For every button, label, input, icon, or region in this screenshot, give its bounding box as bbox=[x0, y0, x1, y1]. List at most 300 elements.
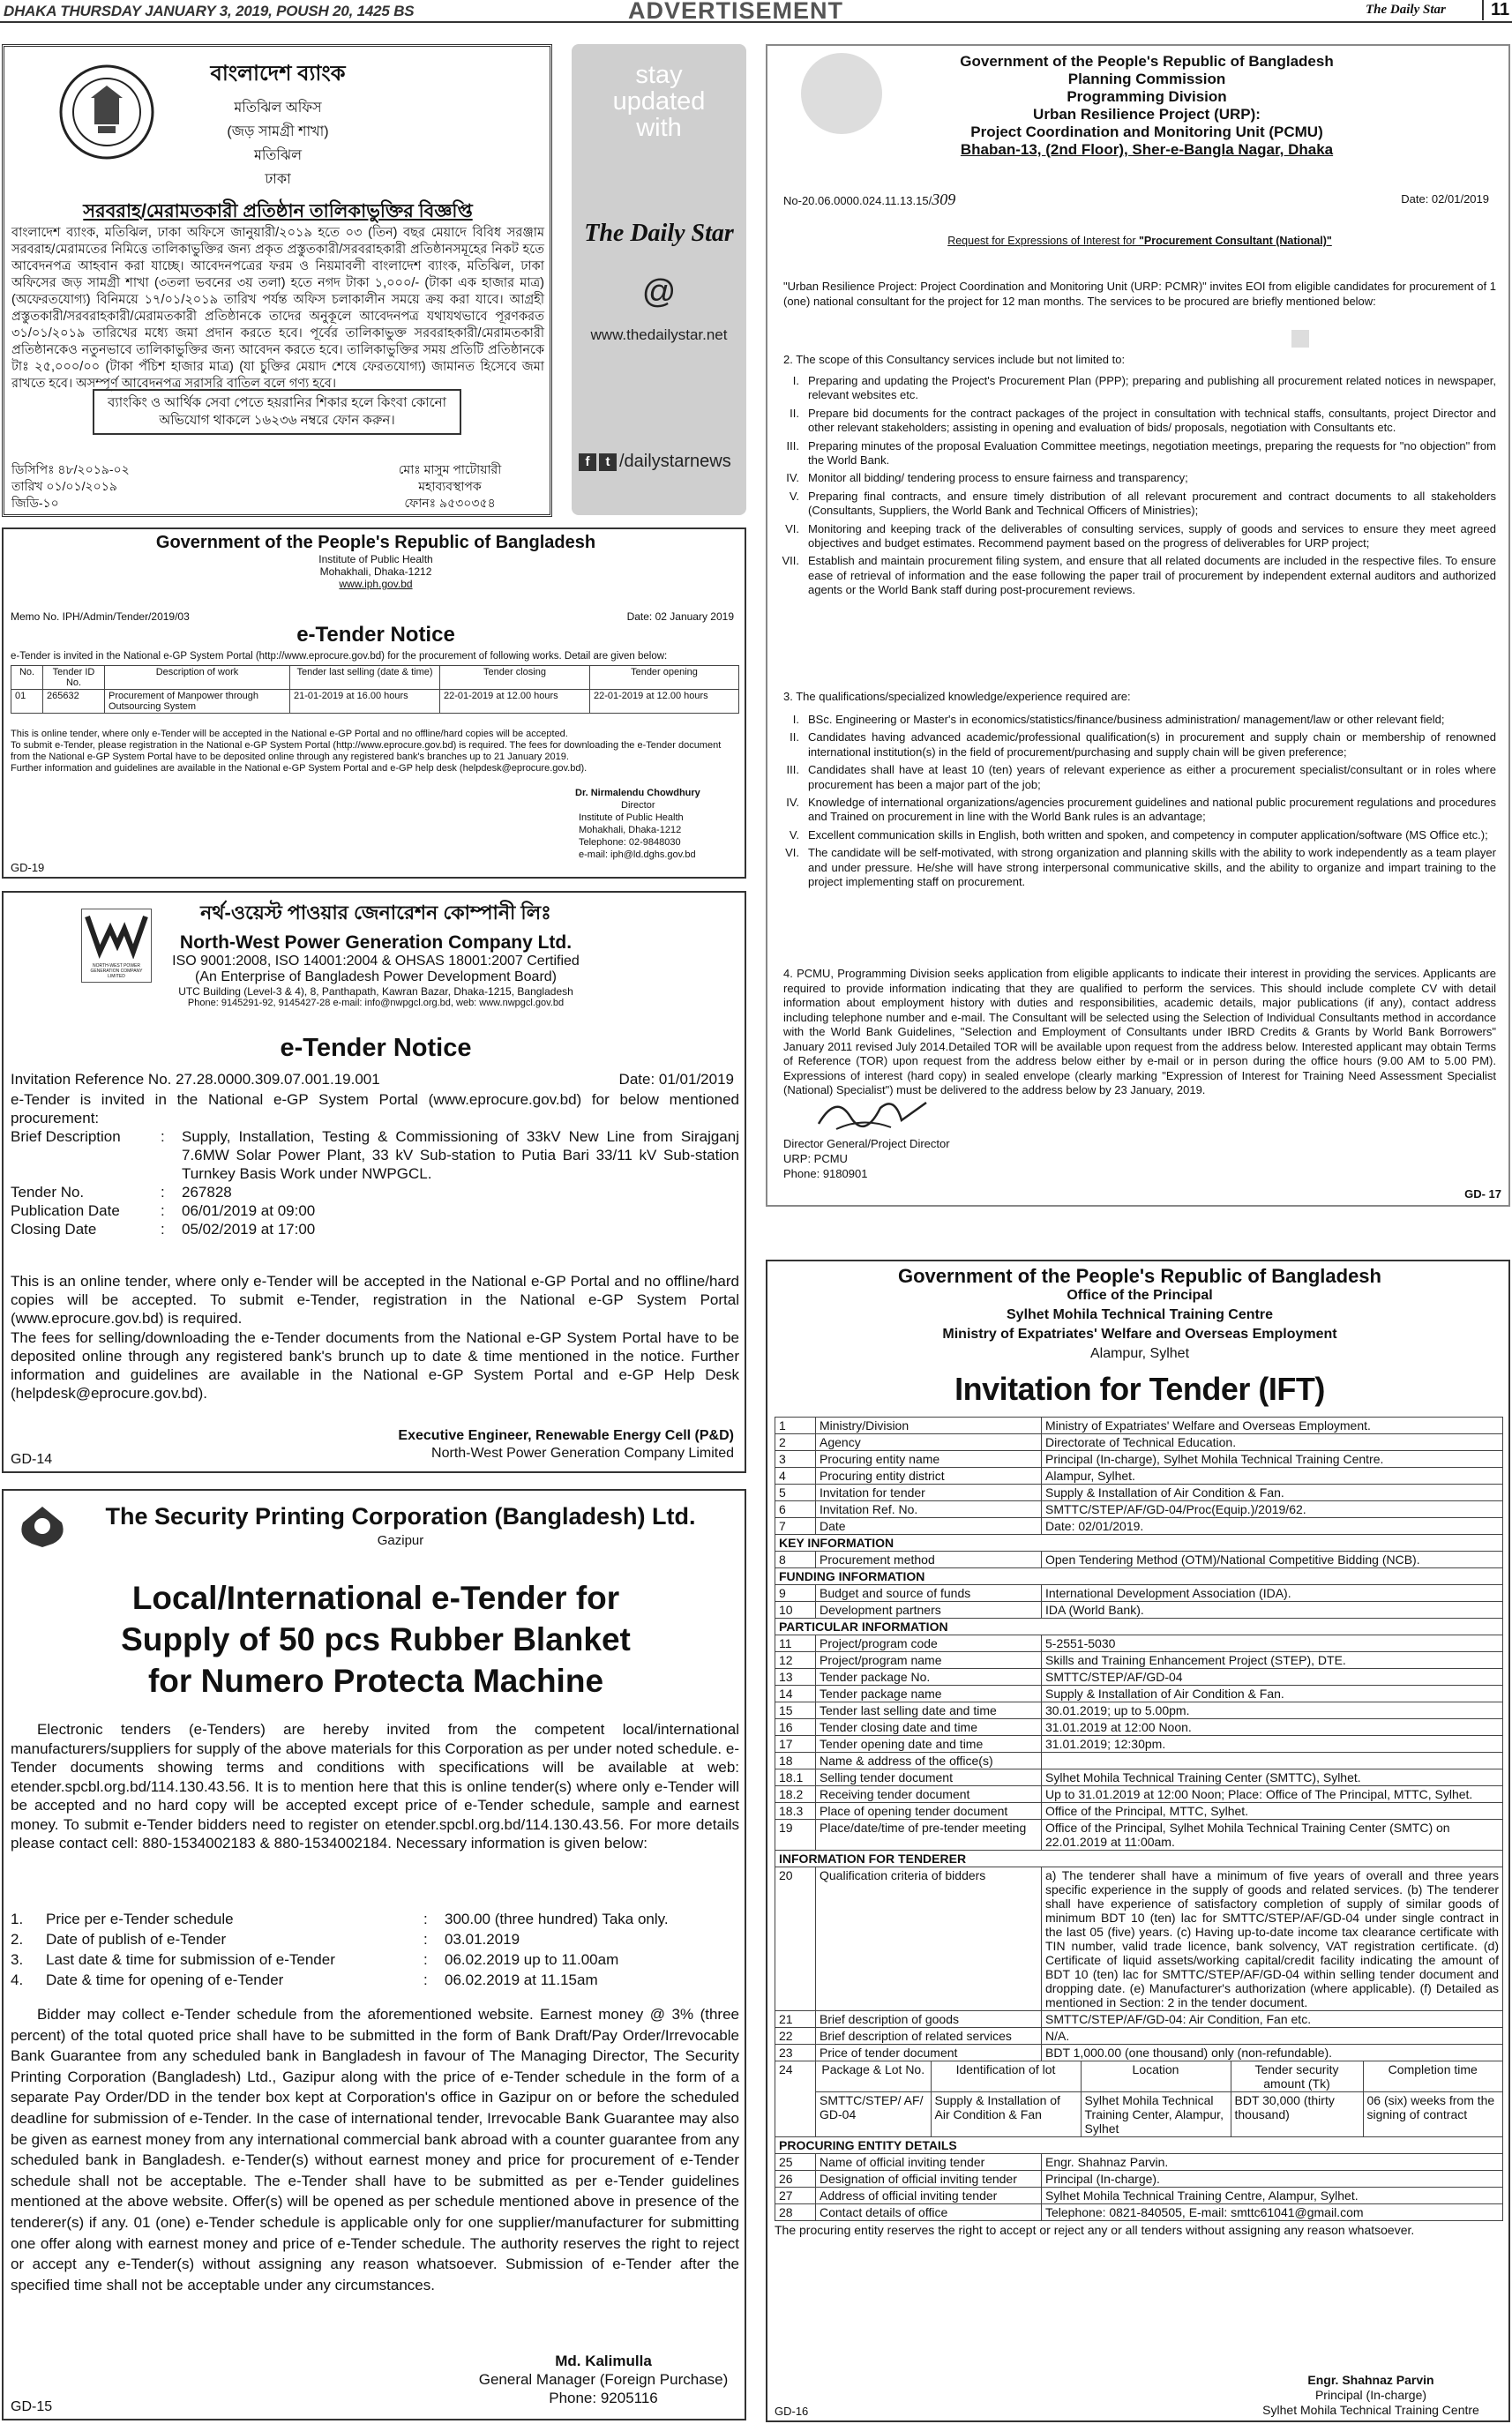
smttc-office: Office of the Principal bbox=[1067, 1288, 1213, 1303]
smttc-row-no: 24 bbox=[775, 2061, 816, 2137]
smttc-row-label: Development partners bbox=[816, 1602, 1042, 1619]
urp-scope-heading: 2. The scope of this Consultancy services include but not limited to: bbox=[783, 353, 1126, 366]
smttc-row-no: 22 bbox=[775, 2028, 816, 2045]
iph-col-id: Tender ID No. bbox=[43, 666, 105, 690]
nwpgc-date: Date: 01/01/2019 bbox=[618, 1071, 734, 1088]
nwpgc-heading: e-Tender Notice bbox=[280, 1034, 472, 1062]
bangladesh-bank-area: মতিঝিল bbox=[253, 148, 303, 163]
smttc-lot-cell: BDT 30,000 (thirty thousand) bbox=[1231, 2092, 1363, 2137]
smttc-row-label: Place of opening tender document bbox=[816, 1803, 1042, 1820]
smttc-row-value: Directorate of Technical Education. bbox=[1042, 1434, 1503, 1451]
list-item bbox=[767, 730, 1496, 759]
table-row bbox=[775, 1451, 1503, 1468]
table-row bbox=[775, 1867, 1503, 2011]
smttc-location: Alampur, Sylhet bbox=[1089, 1346, 1190, 1361]
facebook-icon[interactable]: f bbox=[579, 453, 596, 471]
smttc-row-no: 10 bbox=[775, 1602, 816, 1619]
iph-cell: 01 bbox=[11, 690, 43, 714]
nwpgc-address: UTC Building (Level-3 & 4), 8, Panthapath, Kawran Bazar, Dhaka-1215, Bangladesh bbox=[178, 985, 573, 998]
smttc-heading: Invitation for Tender (IFT) bbox=[954, 1371, 1325, 1407]
smttc-row-no: 18.2 bbox=[775, 1786, 816, 1803]
urp-govt-title: Government of the People's Republic of Bangladesh bbox=[960, 53, 1334, 70]
bangladesh-bank-ref-date: তারিখ ০১/০১/২০১৯ bbox=[11, 479, 117, 493]
smttc-row-value: a) The tenderer shall have a minimum of five years of overall and three years specific experience in the supply of goods and related services. (b) The tenderer shall have experience of satisfactory completion of supply of similar goods of minimum BDT 10 (ten) lac for SMTTC/STEP/AF/GD-04 under single contract in the last 05 (five) years. (c) Having up-to-date income tax clearance certificate with TIN number, valid trade licence, bank solvency, VAT registration certificate. (d) Certificate of liquid assets/working capital/credit facility indicating the amount of BDT 10 (ten) lac for SMTTC/STEP/AF/GD-04 within selling tender document and dropping date. (e) Manufacturer's authorization (where applicable). (f) Detailed as mentioned in Section: 2 in the tender document. bbox=[1042, 1867, 1503, 2011]
urp-qual-no: II. bbox=[790, 730, 799, 744]
urp-gd-tag: GD- 17 bbox=[1464, 1187, 1501, 1201]
smttc-row-label: Tender package No. bbox=[816, 1669, 1042, 1686]
smttc-row-value: SMTTC/STEP/AF/GD-04: Air Condition, Fan etc. bbox=[1042, 2011, 1503, 2028]
smttc-row-label: Ministry/Division bbox=[816, 1418, 1042, 1434]
urp-project: Urban Resilience Project (URP): bbox=[1033, 106, 1261, 123]
smttc-row-value: International Development Association (IDA). bbox=[1042, 1585, 1503, 1602]
urp-qual-no: VI. bbox=[785, 846, 799, 860]
table-row bbox=[775, 1736, 1503, 1753]
urp-division: Programming Division bbox=[1067, 88, 1227, 105]
spcbl-location: Gazipur bbox=[377, 1533, 424, 1548]
list-item bbox=[767, 490, 1496, 519]
smttc-row-label: Project/program code bbox=[816, 1635, 1042, 1652]
spcbl-item-value: 300.00 (three hundred) Taka only. bbox=[445, 1911, 669, 1927]
iph-sign-designation: Director bbox=[621, 800, 655, 811]
smttc-ift-ad bbox=[766, 1260, 1510, 2422]
smttc-row-label: Brief description of goods bbox=[816, 2011, 1042, 2028]
table-row bbox=[775, 1485, 1503, 1501]
table-row bbox=[775, 2171, 1503, 2188]
smttc-lot-header: Tender security amount (Tk) bbox=[1231, 2061, 1363, 2092]
nwpgc-publication-label: Publication Date bbox=[11, 1202, 120, 1219]
smttc-row-label: Procurement method bbox=[816, 1552, 1042, 1568]
urp-scope-text: Prepare bid documents for the contract packages of the project in consultation with technical staffs, consultants, project Director and other relevant stakeholders; assisting in opening and evaluation of bids/ proposals, negotiation with Consultants etc. bbox=[808, 406, 1496, 435]
spcbl-item-value: 06.02.2019 at 11.15am bbox=[445, 1971, 598, 1988]
bangladesh-bank-ref-no: ডিসিপিঃ ৪৮/২০১৯-০২ bbox=[11, 462, 130, 476]
smttc-row-no: 1 bbox=[775, 1418, 816, 1434]
iph-col-no: No. bbox=[11, 666, 43, 690]
spcbl-sign-designation: General Manager (Foreign Purchase) bbox=[478, 2371, 729, 2388]
smttc-section-procuring: PROCURING ENTITY DETAILS bbox=[775, 2137, 1503, 2154]
smttc-row-value: Up to 31.01.2019 at 12:00 Noon; Place: Office of The Principal, MTTC, Sylhet. bbox=[1042, 1786, 1503, 1803]
iph-cell: Procurement of Manpower through Outsourcing System bbox=[105, 690, 290, 714]
table-row bbox=[775, 1518, 1503, 1535]
urp-redaction bbox=[1291, 330, 1309, 348]
smttc-section-particular: PARTICULAR INFORMATION bbox=[775, 1619, 1503, 1635]
bangladesh-bank-gd: জিডি-১০ bbox=[11, 496, 59, 510]
table-row bbox=[775, 1786, 1503, 1803]
iph-signatory: Dr. Nirmalendu Chowdhury bbox=[575, 788, 700, 798]
list-item: 4. Date & time for opening of e-Tender : 06.02.2019 at 11.15am bbox=[11, 1971, 598, 1988]
smttc-row-no: 11 bbox=[775, 1635, 816, 1652]
spcbl-item-label: Date & time for opening of e-Tender bbox=[46, 1971, 284, 1988]
spcbl-heading-1: Local/International e-Tender for bbox=[131, 1580, 620, 1616]
urp-request-prefix: Request for Expressions of Interest for bbox=[947, 235, 1139, 247]
smttc-ministry: Ministry of Expatriates' Welfare and Overseas Employment bbox=[942, 1327, 1337, 1342]
smttc-row-no: 14 bbox=[775, 1686, 816, 1702]
smttc-row-label: Procuring entity name bbox=[816, 1451, 1042, 1468]
smttc-row-no: 8 bbox=[775, 1552, 816, 1568]
smttc-row-value: N/A. bbox=[1042, 2028, 1503, 2045]
nwpgc-contacts: Phone: 9145291-92, 9145427-28 e-mail: info@nwpgcl.org.bd, web: www.nwpgcl.gov.bd bbox=[187, 998, 565, 1008]
urp-scope-text: Preparing final contracts, and ensure timely distribution of all relevant procurement and contract documents to all stakeholders (Consultants, Suppliers, the World Bank and Technical Officers of Ministries); bbox=[808, 489, 1496, 518]
smttc-row-label: Address of official inviting tender bbox=[816, 2188, 1042, 2204]
table-row bbox=[775, 1434, 1503, 1451]
iph-sign-institute: Institute of Public Health bbox=[579, 812, 684, 823]
urp-qual-text: Excellent communication skills in English, both written and spoken, and competency in computer application/software (MS Office etc.); bbox=[808, 827, 1488, 842]
smttc-gd-tag: GD-16 bbox=[775, 2405, 809, 2418]
promo-line-with: with bbox=[636, 114, 682, 142]
daily-star-promo bbox=[572, 44, 746, 515]
smttc-row-no: 25 bbox=[775, 2154, 816, 2171]
urp-memo-handwritten: 309 bbox=[932, 191, 956, 208]
nwpgc-closing-value: 05/02/2019 at 17:00 bbox=[182, 1221, 316, 1238]
nwpgc-brief-label: Brief Description bbox=[11, 1128, 121, 1145]
masthead bbox=[0, 0, 1512, 23]
spcbl-item-no: 2. bbox=[11, 1931, 24, 1948]
iph-address: Mohakhali, Dhaka-1212 bbox=[319, 565, 432, 578]
bangladesh-bank-designation: মহাব্যবস্থাপক bbox=[418, 479, 482, 493]
iph-sign-address: Mohakhali, Dhaka-1212 bbox=[579, 825, 682, 835]
spcbl-sign-phone: Phone: 9205116 bbox=[549, 2390, 658, 2406]
smttc-row-no: 23 bbox=[775, 2045, 816, 2061]
table-row bbox=[775, 2154, 1503, 2171]
urp-sign-phone: Phone: 9180901 bbox=[783, 1167, 868, 1180]
smttc-row-label: Price of tender document bbox=[816, 2045, 1042, 2061]
smttc-row-value: Skills and Training Enhancement Project (STEP), DTE. bbox=[1042, 1652, 1503, 1669]
smttc-row-value: Office of the Principal, MTTC, Sylhet. bbox=[1042, 1803, 1503, 1820]
smttc-signatory: Engr. Shahnaz Parvin bbox=[1307, 2373, 1434, 2387]
smttc-row-no: 18.3 bbox=[775, 1803, 816, 1820]
smttc-row-no: 7 bbox=[775, 1518, 816, 1535]
urp-scope-text: Establish and maintain procurement filing system, and ensure that all related documents are included in the respective files. To ensure ease of retrieval of information and the ease following the paper trail of procurement by independent external auditors and authorized agents or the World Bank staff during post-procurement reviews. bbox=[808, 554, 1496, 597]
bangladesh-bank-city: ঢাকা bbox=[265, 172, 291, 187]
smttc-row-no: 15 bbox=[775, 1702, 816, 1719]
smttc-row-label: Contact details of office bbox=[816, 2204, 1042, 2221]
nwpgc-closing-label: Closing Date bbox=[11, 1221, 97, 1238]
smttc-table bbox=[775, 1417, 1503, 2237]
spcbl-item-no: 1. bbox=[11, 1911, 24, 1927]
iph-heading: e-Tender Notice bbox=[296, 623, 455, 647]
nwpgc-enterprise: (An Enterprise of Bangladesh Power Development Board) bbox=[195, 969, 557, 984]
smttc-row-value: BDT 1,000.00 (one thousand) only (non-refundable). bbox=[1042, 2045, 1503, 2061]
smttc-row-no: 13 bbox=[775, 1669, 816, 1686]
smttc-row-label: Invitation Ref. No. bbox=[816, 1501, 1042, 1518]
table-row bbox=[775, 1719, 1503, 1736]
smttc-lot-cell: Sylhet Mohila Technical Training Center, Alampur, Sylhet bbox=[1081, 2092, 1231, 2137]
urp-scope-list bbox=[767, 374, 1496, 602]
masthead-page-number: 11 bbox=[1482, 0, 1509, 20]
smttc-row-value: Ministry of Expatriates' Welfare and Overseas Employment. bbox=[1042, 1418, 1503, 1434]
list-item: 2. Date of publish of e-Tender : 03.01.2019 bbox=[11, 1931, 520, 1948]
bangladesh-bank-branch: (জড় সামগ্রী শাখা) bbox=[227, 124, 329, 139]
table-row bbox=[775, 1769, 1503, 1786]
urp-qual-text: The candidate will be self-motivated, with strong organization and planning skills with the ability to work independently as a team player and under pressure. He/she will have strong interpersonal communicative skills, and the ability to organize and impart training to the project implementing staff on procurement. bbox=[808, 846, 1496, 889]
urp-qual-no: IV. bbox=[786, 796, 799, 810]
iph-col-closing: Tender closing bbox=[440, 666, 590, 690]
smttc-row-value: Supply & Installation of Air Condition & Fan. bbox=[1042, 1686, 1503, 1702]
table-row bbox=[775, 1635, 1503, 1652]
spcbl-item-value: 03.01.2019 bbox=[445, 1931, 520, 1948]
urp-qual-heading: 3. The qualifications/specialized knowledge/experience required are: bbox=[783, 690, 1131, 703]
table-row bbox=[775, 1652, 1503, 1669]
smttc-row-no: 3 bbox=[775, 1451, 816, 1468]
iph-cell: 22-01-2019 at 12.00 hours bbox=[590, 690, 739, 714]
bangladesh-bank-phone: ফোনঃ ৯৫৩০৩৫৪ bbox=[404, 496, 496, 510]
smttc-row-value: Alampur, Sylhet. bbox=[1042, 1468, 1503, 1485]
iph-website[interactable]: www.iph.gov.bd bbox=[339, 578, 413, 590]
smttc-sign-designation: Principal (In-charge) bbox=[1314, 2388, 1427, 2402]
smttc-row-value bbox=[1042, 1753, 1503, 1769]
spcbl-item-no: 4. bbox=[11, 1971, 24, 1988]
smttc-row-value: Date: 02/01/2019. bbox=[1042, 1518, 1503, 1535]
smttc-row-value: IDA (World Bank). bbox=[1042, 1602, 1503, 1619]
table-row bbox=[775, 2028, 1503, 2045]
smttc-row-value: Supply & Installation of Air Condition & Fan. bbox=[1042, 1485, 1503, 1501]
spcbl-schedule-list bbox=[11, 1909, 739, 1990]
nwpgc-para-1: This is an online tender, where only e-Tender will be accepted in the National e-GP Portal and no offline/hard copies will be accepted. To submit e-Tender, registration in the National e-GP System Portal (www.eprocure.gov.bd) is required. bbox=[11, 1273, 739, 1327]
list-item bbox=[767, 471, 1496, 485]
nwpgc-logo-text: NORTH-WEST POWER GENERATION COMPANY LIMITED bbox=[90, 963, 143, 979]
masthead-dateline: DHAKA THURSDAY JANUARY 3, 2019, POUSH 20, 1425 BS bbox=[4, 3, 415, 19]
smttc-lot-header: Completion time bbox=[1363, 2061, 1502, 2092]
urp-sign-designation: Director General/Project Director bbox=[783, 1137, 950, 1150]
smttc-govt-title: Government of the People's Republic of Bangladesh bbox=[898, 1265, 1381, 1287]
spcbl-heading-3: for Numero Protecta Machine bbox=[147, 1663, 604, 1699]
smttc-row-label: Tender closing date and time bbox=[816, 1719, 1042, 1736]
smttc-row-no: 12 bbox=[775, 1652, 816, 1669]
iph-para-1: This is online tender, where only e-Tender will be accepted in the National e-GP Portal and no offline/hard copies will be accepted. bbox=[11, 729, 568, 739]
bangladesh-bank-body: বাংলাদেশ ব্যাংক, মতিঝিল, ঢাকা অফিসে জানুয়ারী/২০১৯ হতে ০৩ (তিন) বছর মেয়াদে বিবিধ সরঞ্জাম সরবরাহ/মেরামতের নিমিত্তে তালিকাভুক্তির জন্য প্রকৃত প্রস্তুতকারী/সরবরাহকারী প্রতিষ্ঠানসমূহের নিকট হতে আবেদনপত্র আহবান করা যাচ্ছে। আবেদনপত্রের ফরম ও নিয়মাবলী বাংলাদেশ ব্যাংক, মতিঝিল, ঢাকা অফিসের জড় সামগ্রী শাখা (৩তলা ভবনের ৩য় তলা) হতে নগদ টাকা ১,০০০/- (টাকা এক হাজার মাত্র) (অফেরতযোগ্য) বিনিময়ে ১৭/০১/২০১৯ তারিখ পর্যন্ত অফিস চলাকালীন সময়ে ক্রয় করা যাবে। আগ্রহী প্রস্তুতকারী/সরবরাহকারী/মেরামতকারী প্রতিষ্ঠানকে তাদের অনুকূলে আবেদনপত্র যথাযথভাবে পূরণকরত ৩১/০১/২০১৯ তারিখের মধ্যে জমা প্রদান করতে হবে। পূর্বের তালিকাভুক্ত সরবরাহকারী/মেরামতকারী প্রতিষ্ঠানকেও নতুনভাবে তালিকাভুক্তির জন্য আবেদন করতে হবে। তালিকাভুক্তির সময় প্রতিটি প্রতিষ্ঠানকে টাঃ ২৫,০০০/০০ (টাকা পঁচিশ হাজার মাত্র) (যা চুক্তির মেয়াদ শেষে ফেরতযোগ্য) জামানত হিসেবে জমা রাখতে হবে। অসম্পূর্ণ আবেদনপত্র সরাসরি বাতিল বলে গণ্য হবে। bbox=[11, 226, 544, 391]
iph-cell: 265632 bbox=[43, 690, 105, 714]
smttc-row-value: Sylhet Mohila Technical Training Center (SMTTC), Sylhet. bbox=[1042, 1769, 1503, 1786]
smttc-row-no: 2 bbox=[775, 1434, 816, 1451]
smttc-row-value: Principal (In-charge). bbox=[1042, 2171, 1503, 2188]
smttc-lot-header: Identification of lot bbox=[931, 2061, 1081, 2092]
table-row bbox=[775, 1753, 1503, 1769]
smttc-row-label: Name & address of the office(s) bbox=[816, 1753, 1042, 1769]
list-item bbox=[767, 554, 1496, 597]
smttc-row-value: Office of the Principal, Sylhet Mohila Technical Training Center (SMTC) on 22.01.2019 at 11:00am. bbox=[1042, 1820, 1503, 1851]
spcbl-item-label: Last date & time for submission of e-Tender bbox=[46, 1951, 335, 1968]
smttc-row-label: Agency bbox=[816, 1434, 1042, 1451]
urp-scope-no: IV. bbox=[786, 471, 799, 485]
nwpgc-tender-no-value: 267828 bbox=[182, 1184, 232, 1201]
smttc-row-no: 9 bbox=[775, 1585, 816, 1602]
smttc-row-no: 4 bbox=[775, 1468, 816, 1485]
iph-institute: Institute of Public Health bbox=[318, 553, 433, 565]
urp-qual-no: III. bbox=[786, 763, 799, 777]
table-row bbox=[775, 2045, 1503, 2061]
smttc-row-no: 26 bbox=[775, 2171, 816, 2188]
smttc-row-value: 5-2551-5030 bbox=[1042, 1635, 1503, 1652]
table-row bbox=[11, 690, 739, 714]
smttc-row-label: Invitation for tender bbox=[816, 1485, 1042, 1501]
urp-qual-text: Candidates having advanced academic/professional qualification(s) in procurement and supply chain or membership of renowned international institution(s) in the field of procurement/purchasing and supply chain will be given preference; bbox=[808, 730, 1496, 759]
iph-memo-no: Memo No. IPH/Admin/Tender/2019/03 bbox=[11, 610, 190, 623]
smttc-section-funding: FUNDING INFORMATION bbox=[775, 1568, 1503, 1585]
smttc-row-label: Tender opening date and time bbox=[816, 1736, 1042, 1753]
table-row bbox=[775, 1501, 1503, 1518]
smttc-row-no: 17 bbox=[775, 1736, 816, 1753]
urp-qual-no: V. bbox=[789, 827, 799, 842]
table-row bbox=[775, 1418, 1503, 1434]
urp-memo-no: No-20.06.0000.024.11.13.15/ bbox=[783, 194, 932, 207]
urp-scope-no: VI. bbox=[785, 521, 799, 535]
smttc-lot-cell: Supply & Installation of Air Condition & Fan bbox=[931, 2092, 1081, 2137]
spcbl-item-label: Price per e-Tender schedule bbox=[46, 1911, 234, 1927]
urp-request-title: "Procurement Consultant (National)" bbox=[1138, 235, 1332, 247]
smttc-row-no: 19 bbox=[775, 1820, 816, 1851]
nwpgc-gd-tag: GD-14 bbox=[11, 1452, 53, 1467]
urp-eoi-ad bbox=[766, 44, 1510, 1207]
smttc-row-value: Open Tendering Method (OTM)/National Competitive Bidding (NCB). bbox=[1042, 1552, 1503, 1568]
spcbl-item-value: 06.02.2019 up to 11.00am bbox=[445, 1951, 619, 1968]
bangladesh-bank-title: বাংলাদেশ ব্যাংক bbox=[210, 62, 346, 86]
bangladesh-bank-hotline-notice: ব্যাংকিং ও আর্থিক সেবা পেতে হয়রানির শিকার হলে কিংবা কোনো অভিযোগ থাকলে ১৬২৩৬ নম্বরে ফোন করুন। bbox=[93, 389, 461, 435]
smttc-lot-cell: 06 (six) weeks from the signing of contract bbox=[1363, 2092, 1502, 2137]
smttc-row-value: 30.01.2019; up to 5.00pm. bbox=[1042, 1702, 1503, 1719]
smttc-row-no: 5 bbox=[775, 1485, 816, 1501]
table-row bbox=[775, 2011, 1503, 2028]
urp-scope-text: Preparing and updating the Project's Procurement Plan (PPP); preparing and publishing all procurement related notices in newspaper, relevant websites etc. bbox=[808, 374, 1496, 402]
smttc-row-label: Brief description of related services bbox=[816, 2028, 1042, 2045]
urp-date: Date: 02/01/2019 bbox=[1401, 192, 1489, 206]
iph-sign-email: e-mail: iph@ld.dghs.gov.bd bbox=[579, 849, 696, 860]
urp-scope-no: III. bbox=[786, 438, 799, 453]
spcbl-item-no: 3. bbox=[11, 1951, 24, 1968]
smttc-row-value: Telephone: 0821-840505, E-mail: smttc61041@gmail.com bbox=[1042, 2204, 1503, 2221]
smttc-row-value: SMTTC/STEP/AF/GD-04 bbox=[1042, 1669, 1503, 1686]
list-item bbox=[767, 763, 1496, 792]
smttc-row-label: Designation of official inviting tender bbox=[816, 2171, 1042, 2188]
smttc-row-label: Name of official inviting tender bbox=[816, 2154, 1042, 2171]
smttc-row-label: Project/program name bbox=[816, 1652, 1042, 1669]
nwpgc-invitation-ref: Invitation Reference No. 27.28.0000.309.07.001.19.001 bbox=[11, 1071, 380, 1088]
iph-para-3: Further information and guidelines are available in the National e-GP System Portal and e-GP help desk (helpdesk@eprocure.gov.bd). bbox=[11, 763, 588, 774]
twitter-icon[interactable]: t bbox=[599, 453, 617, 471]
spcbl-para-2: Bidder may collect e-Tender schedule from the aforementioned website. Earnest money @ 3% (three percent) of the total quoted price shall have to be submitted in the form of Bank Draft/Pay Order/Irrevocable Bank Guarantee from any scheduled bank in Bangladesh in favour of The Managing Director, The Security Printing Corporation (Bangladesh) Ltd., Gazipur along with the price of e-Tender schedule in the form of a separate Pay Order/DD in the tender box kept at Corporation's office in Gazipur on or before the scheduled deadline for submission of e-Tender. In the case of international tender, Irrevocable Bank Guarantee may also be given as earnest money from any international commercial bank abroad with a counter guarantee from any scheduled bank in Bangladesh. e-Tender(s) without earnest money and price for procurement of e-Tender schedule shall not be acceptable. The e-Tender shall have to be submitted as per e-Tender guidelines mentioned at the above website. Offer(s) will be opened as per schedule mentioned above in presence of the tenderer(s) if any. 01 (one) e-Tender schedule is applicable only for one supplier/manufacturer for submitting one offer along with earnest money and price of e-Tender schedule. The authority reserves the right to reject or accept any e-Tender(s) without assigning any reason whatsoever. Submission of e-Tender after the specified time shall not be acceptable under any circumstances. bbox=[11, 2006, 739, 2293]
table-row bbox=[775, 1686, 1503, 1702]
smttc-row-value: Engr. Shahnaz Parvin. bbox=[1042, 2154, 1503, 2171]
smttc-row-no: 28 bbox=[775, 2204, 816, 2221]
iph-date: Date: 02 January 2019 bbox=[626, 610, 734, 623]
nwpgc-tender-no-label: Tender No. bbox=[11, 1184, 85, 1201]
iph-gd-tag: GD-19 bbox=[11, 861, 45, 874]
iph-col-opening: Tender opening bbox=[590, 666, 739, 690]
promo-line-stay: stay bbox=[635, 61, 683, 89]
nwpgc-sign-company: North-West Power Generation Company Limited bbox=[431, 1446, 734, 1461]
list-item bbox=[767, 713, 1496, 727]
spcbl-etender-ad bbox=[2, 1489, 746, 2420]
table-row bbox=[775, 1602, 1503, 1619]
list-item bbox=[767, 522, 1496, 551]
promo-social-handle[interactable]: /dailystarnews bbox=[619, 452, 731, 471]
urp-scope-text: Monitor all bidding/ tendering process to ensure fairness and transparency; bbox=[808, 471, 1188, 485]
nwpgc-signatory: Executive Engineer, Renewable Energy Cell (P&D) bbox=[398, 1428, 734, 1443]
nwpgc-name: North-West Power Generation Company Ltd. bbox=[179, 932, 573, 953]
smttc-section-tenderer: INFORMATION FOR TENDERER bbox=[775, 1851, 1503, 1867]
smttc-row-label: Date bbox=[816, 1518, 1042, 1535]
urp-para-4: 4. PCMU, Programming Division seeks application from eligible applicants to indicate their interest in providing the services. Applicants are required to provide information indicating that they are qualified to perform the services. This should include complete CV with detail information about employment history with duties and responsibilities, academic details, major publications (if any), contact address including telephone number and e-mail. The Consultant will be selected using the Selection of Individual Consultants method in accordance with the World Bank Guidelines, "Selection and Employment of Consultants under IBRD Credits & Grants by World Bank Borrowers" January 2011 revised July 2014.Detailed TOR will be available upon request from the address below. Interested applicant may obtain Terms of Reference (TOR) upon request from the address below either by e-mail or in person during the office hours (9.00 AM to 5.00 PM). Expressions of interest (hard copy) in sealed envelope (clearly marking "Expression of Interest for Training Need Assessment Specialist (National) Specialist") must be delivered to the address below by 23 January, 2019. bbox=[783, 967, 1496, 1096]
nwpgc-para-2: The fees for selling/downloading the e-Tender documents from the National e-GP System Portal have to be deposited online through any registered bank's brunch up to date & time mentioned in the notice. Further information and guidelines are available in the National e-GP System Portal and e-GP Help Desk (helpdesk@eprocure.gov.bd). bbox=[11, 1329, 739, 1402]
nwpgc-name-bangla: নর্থ-ওয়েস্ট পাওয়ার জেনারেশন কোম্পানী লিঃ bbox=[200, 902, 551, 924]
urp-unit: Project Coordination and Monitoring Unit (PCMU) bbox=[970, 123, 1323, 140]
iph-govt-title: Government of the People's Republic of Bangladesh bbox=[155, 533, 596, 552]
spcbl-name: The Security Printing Corporation (Bangladesh) Ltd. bbox=[105, 1503, 696, 1530]
spcbl-logo-icon bbox=[14, 1501, 71, 1551]
urp-qual-text: BSc. Engineering or Master's in economics/statistics/finance/business administration/ management/law or other relevant field; bbox=[808, 713, 1445, 726]
urp-qual-no: I. bbox=[792, 713, 799, 726]
smttc-centre: Sylhet Mohila Technical Training Centre bbox=[1007, 1307, 1273, 1322]
urp-qual-text: Candidates shall have at least 10 (ten) years of relevant experience as either a procurement specialist/consultant or in roles where procurement has been a major part of the job; bbox=[808, 763, 1496, 791]
smttc-row-value: Principal (In-charge), Sylhet Mohila Technical Training Centre. bbox=[1042, 1451, 1503, 1468]
iph-para-2: To submit e-Tender, please registration in the National e-GP System Portal (http://www.eprocure.gov.bd) is required. The fees for downloading the e-Tender document from the National e-GP System Portal have to be deposited online through any registered bank's branches up to 21 January 2019. bbox=[11, 740, 722, 762]
spcbl-item-label: Date of publish of e-Tender bbox=[46, 1931, 227, 1948]
iph-cell: 22-01-2019 at 12.00 hours bbox=[440, 690, 590, 714]
list-item bbox=[767, 796, 1496, 825]
urp-qual-text: Knowledge of international organizations/agencies procurement guidelines and national public procurement regulations and procedures and Trained on procurement in line with the World Bank rules is an advantage; bbox=[808, 796, 1496, 824]
iph-col-selling: Tender last selling (date & time) bbox=[290, 666, 440, 690]
smttc-row-label: Tender package name bbox=[816, 1686, 1042, 1702]
smttc-lot-table bbox=[816, 2061, 1502, 2136]
nwpgc-brief-value: Supply, Installation, Testing & Commissioning of 33kV New Line from Sirajganj 7.6MW Solar Power Plant, 33 kV Sub-station to Putia Bari 33/11 kV Sub-station Turnkey Basis Work under NWPGCL. bbox=[182, 1128, 739, 1182]
smttc-row-label: Procuring entity district bbox=[816, 1468, 1042, 1485]
list-item bbox=[767, 407, 1496, 436]
smttc-row-no: 18.1 bbox=[775, 1769, 816, 1786]
smttc-row-label: Place/date/time of pre-tender meeting bbox=[816, 1820, 1042, 1851]
bangladesh-bank-ad bbox=[2, 44, 552, 517]
masthead-section: ADVERTISEMENT bbox=[628, 0, 844, 24]
table-row bbox=[775, 1702, 1503, 1719]
urp-scope-text: Monitoring and keeping track of the deliverables of consulting services, supply of goods and services to ensure they meet agreed objectives and budget estimates. Recommend payment based on the progress of deliverables for URP project; bbox=[808, 521, 1496, 550]
table-row bbox=[775, 1803, 1503, 1820]
urp-scope-no: I. bbox=[792, 374, 799, 387]
smttc-row-no: 6 bbox=[775, 1501, 816, 1518]
smttc-section-key: KEY INFORMATION bbox=[775, 1535, 1503, 1552]
spcbl-gd-tag: GD-15 bbox=[11, 2399, 53, 2414]
nwpgc-etender-ad: NORTH-WEST POWER GENERATION COMPANY LIMITED নর্থ-ওয়েস্ট পাওয়ার জেনারেশন কোম্পানী লিঃ North-West Power Generation Company Ltd. ISO 9001:2008, ISO 14001:2004 & OHSAS 18001:2007 Certified (An Enterprise of Bangladesh Power Development Board) UTC Building (Level-3 & 4), 8, Panthapath, Kawran Bazar, Dhaka-1215, Bangladesh Phone: 9145291-92, 9145427-28 e-mail: info@nwpgcl.org.bd, web: www.nwpgcl.gov.bd e-Tender Notice Invitation Reference No. 27.28.0000.309.07.001.19.001 Date: 01/01/2019 e-Tender is invited in the National e-GP System Portal (www.eprocure.gov.bd) for below mentioned procurement: Brief Description : Supply, Installation, Testing & Commissioning of 33kV New Line from Sirajganj 7.6MW Solar Power Plant, 33 kV Sub-station to Putia Bari 33/11 kV Sub-station Turnkey Basis Work under NWPGCL. Tender No. : 267828 Publication Date : 06/01/2019 at 09:00 Closing Date : 05/02/2019 at 17:00 This is an online tender, where only e-Tender will be accepted in the National e-GP Portal and no offline/hard copies will be accepted. To submit e-Tender, registration in the National e-GP System Portal (www.eprocure.gov.bd) is required. The fees for selling/downloading the e-Tender documents from the National e-GP System Portal have to be deposited online through any registered bank's brunch up to date & time mentioned in the notice. Further information and guidelines are available in the National e-GP System Portal and e-GP Help Desk (helpdesk@eprocure.gov.bd). Executive Engineer, Renewable Energy Cell (P&D) North-West Power Generation Company Limited GD-14 bbox=[2, 891, 746, 1473]
urp-scope-no: VII. bbox=[782, 554, 799, 568]
nwpgc-intro: e-Tender is invited in the National e-GP System Portal (www.eprocure.gov.bd) for below mentioned procurement: bbox=[11, 1091, 739, 1126]
smttc-row-label: Receiving tender document bbox=[816, 1786, 1042, 1803]
table-row bbox=[775, 2061, 1503, 2137]
spcbl-heading-2: Supply of 50 pcs Rubber Blanket bbox=[121, 1621, 631, 1657]
smttc-row-label: Budget and source of funds bbox=[816, 1585, 1042, 1602]
table-row bbox=[775, 1669, 1503, 1686]
bangladesh-bank-office: মতিঝিল অফিস bbox=[234, 101, 322, 116]
promo-at-sign: @ bbox=[641, 273, 677, 310]
smttc-footer-note: The procuring entity reserves the right to accept or reject any or all tenders without assigning any reason whatsoever. bbox=[775, 2223, 1415, 2237]
promo-website[interactable]: www.thedailystar.net bbox=[590, 326, 728, 343]
list-item bbox=[767, 374, 1496, 403]
smttc-row-label: Qualification criteria of bidders bbox=[816, 1867, 1042, 2011]
list-item bbox=[767, 846, 1496, 889]
smttc-lot-cell: SMTTC/STEP/ AF/ GD-04 bbox=[816, 2092, 931, 2137]
spcbl-para-1: Electronic tenders (e-Tenders) are hereby invited from the competent local/international manufacturers/suppliers for supply of the above materials for this Corporation as per under noted schedule. e-Tender documents showing terms and conditions with specifications will be available at web: etender.spcbl.org.bd/114.130.43.56. It is to mention here that this is online tender(s) where only e-Tender will be accepted and no hard copy will be accepted except price of e-Tender schedule, sample and earnest money. To submit e-Tender bidders need to register on etender.spcbl.org.bd/114.130.43.56. For more details please contact cell: 880-1534002183 & 880-1534002184. Necessary information is given below: bbox=[11, 1721, 739, 1852]
smttc-lot-header: Location bbox=[1081, 2061, 1231, 2092]
urp-qual-list bbox=[767, 713, 1496, 893]
smttc-row-no: 16 bbox=[775, 1719, 816, 1736]
spcbl-signatory: Md. Kalimulla bbox=[555, 2353, 652, 2369]
smttc-row-no: 27 bbox=[775, 2188, 816, 2204]
list-item: 1. Price per e-Tender schedule : 300.00 (three hundred) Taka only. bbox=[11, 1911, 669, 1927]
urp-scope-text: Preparing minutes of the proposal Evaluation Committee meetings, negotiation meetings, preparing the requests for "no objection" from the World Bank. bbox=[808, 438, 1496, 468]
smttc-row-label: Tender last selling date and time bbox=[816, 1702, 1042, 1719]
urp-address: Bhaban-13, (2nd Floor), Sher-e-Bangla Nagar, Dhaka bbox=[960, 141, 1334, 158]
smttc-row-no: 20 bbox=[775, 1867, 816, 2011]
smttc-row-value: SMTTC/STEP/AF/GD-04/Proc(Equip.)/2019/62. bbox=[1042, 1501, 1503, 1518]
iph-col-desc: Description of work bbox=[105, 666, 290, 690]
smttc-row-no: 21 bbox=[775, 2011, 816, 2028]
smttc-sign-centre: Sylhet Mohila Technical Training Centre bbox=[1262, 2403, 1479, 2417]
smttc-row-label: Selling tender document bbox=[816, 1769, 1042, 1786]
